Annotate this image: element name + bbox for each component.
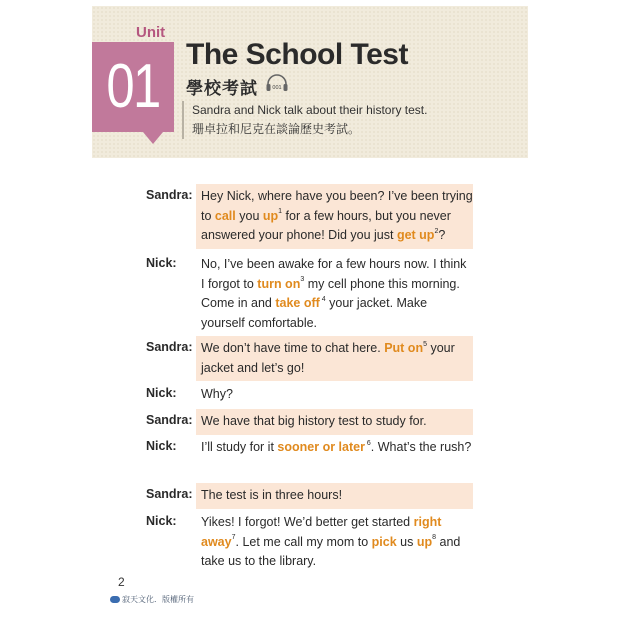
phrasal-verb-keyword: turn on <box>257 276 301 291</box>
phrasal-verb-keyword: get up <box>396 228 435 242</box>
phrasal-verb-keyword: sooner or later <box>277 440 365 454</box>
speech-segment: Yikes! I forgot! We’d better get started <box>201 515 414 529</box>
description-zh: 珊卓拉和尼克在談論歷史考試。 <box>192 122 361 136</box>
speech-segment: Hey Nick, where have you been? I’ve been trying to <box>201 189 473 223</box>
speech-text <box>196 435 473 461</box>
speech-segment: ? <box>438 228 446 242</box>
footnote-number: 2 <box>434 227 439 235</box>
footnote-number: 6 <box>364 439 371 447</box>
speech-segment: for a few hours, but you never answered your phone! Did you just <box>201 208 451 242</box>
speech-text <box>196 510 473 575</box>
phrasal-verb-keyword: call <box>214 208 236 223</box>
speech-text <box>196 409 473 435</box>
page-title: The School Test <box>186 38 408 71</box>
unit-box-tail <box>143 132 163 144</box>
speech-segment: We have that big history test to study for. <box>201 414 427 428</box>
publisher-credit <box>110 594 194 605</box>
speech-segment: your jacket. Make yourself comfortable. <box>201 296 428 330</box>
page-subtitle-zh: 學校考試 <box>186 79 258 98</box>
speech-segment: . Let me call my mom to <box>235 534 372 549</box>
speech-segment: us <box>396 534 417 549</box>
speaker-name: Sandra: <box>146 188 193 202</box>
speech-text <box>196 252 473 336</box>
speech-text <box>196 336 473 381</box>
footnote-number: 5 <box>423 340 427 348</box>
publisher-name: 寂天文化．版權所有 <box>122 595 194 604</box>
footnote-number: 7 <box>231 534 236 542</box>
speech-segment: We don’t have time to chat here. <box>201 341 385 355</box>
speaker-name: Nick: <box>146 514 177 528</box>
description-divider <box>182 101 184 139</box>
speech-segment: you <box>235 208 263 223</box>
phrasal-verb-keyword: take off <box>275 296 320 310</box>
speech-segment: and take us to the library. <box>201 534 461 568</box>
speech-segment: your jacket and let’s go! <box>201 341 455 375</box>
speech-text <box>196 483 473 509</box>
speech-segment: No, I’ve been awake for a few hours now. I think I forgot to <box>201 257 467 291</box>
phrasal-verb-keyword: up <box>416 534 433 549</box>
speaker-name: Nick: <box>146 256 177 270</box>
unit-label: Unit <box>136 24 166 41</box>
phrasal-verb-keyword: pick <box>371 534 397 549</box>
speech-segment: my cell phone this morning. Come in and <box>201 276 460 310</box>
speaker-name: Sandra: <box>146 487 193 501</box>
headphones-icon[interactable] <box>265 74 289 92</box>
speech-text <box>196 382 473 408</box>
speech-segment: The test is in three hours! <box>201 488 343 502</box>
speaker-name: Sandra: <box>146 340 193 354</box>
speech-segment: Why? <box>201 387 233 401</box>
footnote-number: 3 <box>300 276 305 284</box>
audio-track-number: 001 <box>272 85 282 91</box>
speech-segment: I’ll study for it <box>201 440 278 454</box>
speech-segment: . What’s the rush? <box>370 440 472 454</box>
speaker-name: Sandra: <box>146 413 193 427</box>
speaker-name: Nick: <box>146 386 177 400</box>
footnote-number: 4 <box>319 295 326 303</box>
description-en: Sandra and Nick talk about their history test. <box>192 103 428 117</box>
footnote-number: 1 <box>278 208 283 216</box>
phrasal-verb-keyword: right away <box>201 515 442 549</box>
publisher-logo-icon <box>110 596 120 603</box>
unit-number: 01 <box>106 52 160 121</box>
phrasal-verb-keyword: up <box>262 208 279 223</box>
footnote-number: 8 <box>432 534 437 542</box>
speaker-name: Nick: <box>146 439 177 453</box>
speech-text <box>196 184 473 249</box>
phrasal-verb-keyword: Put on <box>384 341 424 355</box>
page-number: 2 <box>118 575 125 589</box>
